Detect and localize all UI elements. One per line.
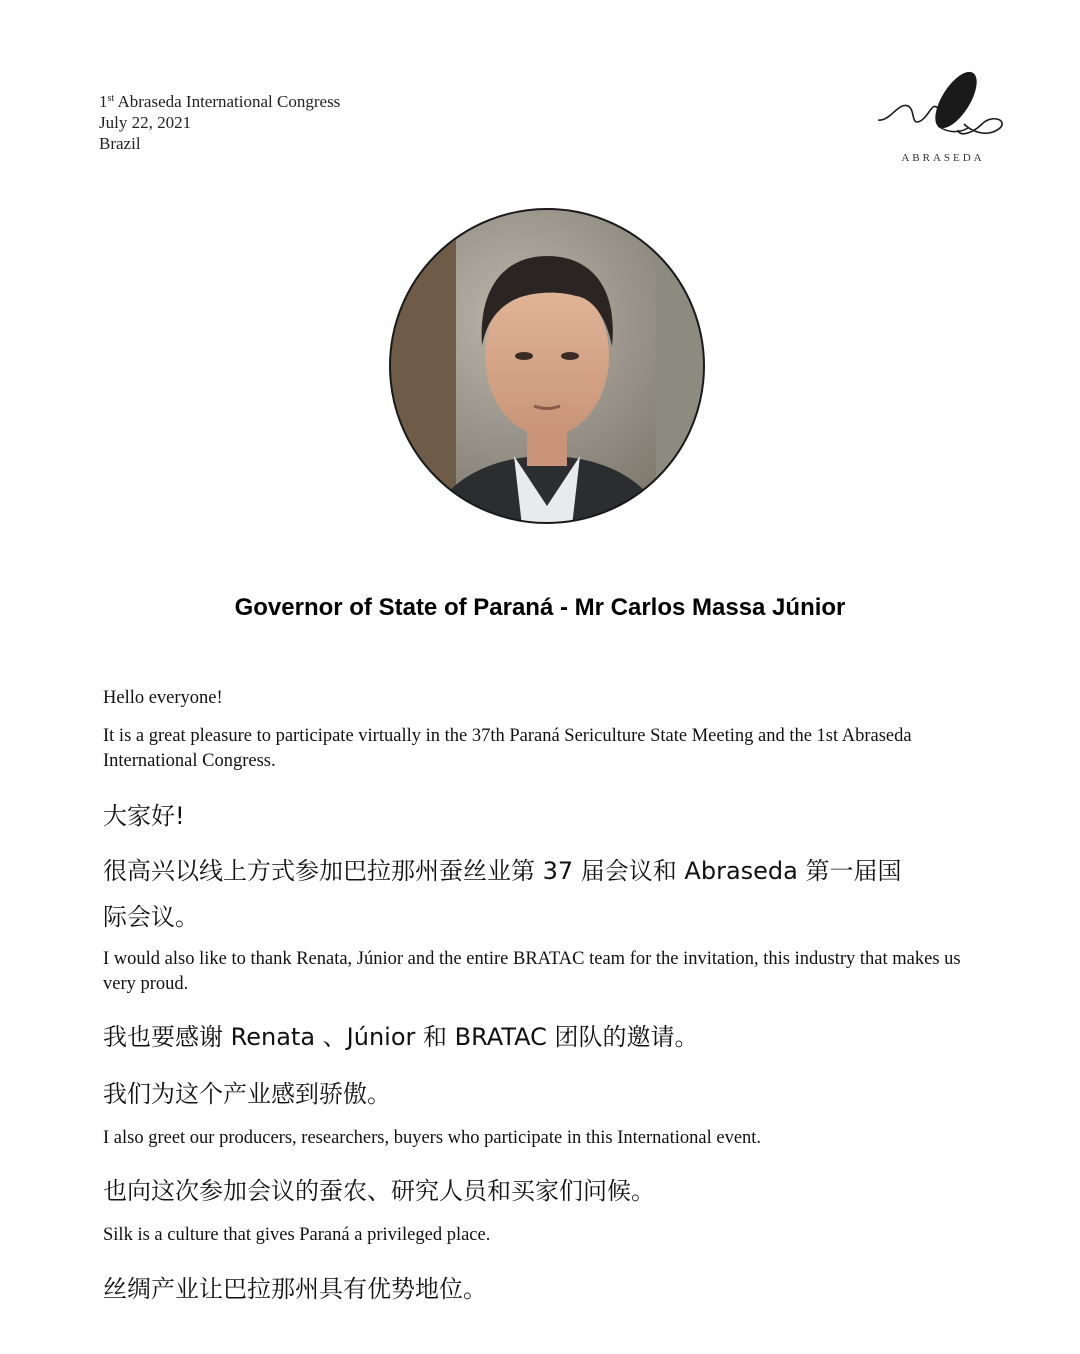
logo-wordmark: ABRASEDA xyxy=(901,152,985,164)
greeting-en: Hello everyone! xyxy=(103,688,223,708)
paragraph-thanks-en: I would also like to thank Renata, Júnior and the entire BRATAC team for the invitation, this industry that makes us very proud. xyxy=(103,949,961,994)
letter-country: Brazil xyxy=(99,134,141,153)
paragraph-greet-en: I also greet our producers, researchers, buyers who participate in this International event. xyxy=(103,1128,762,1148)
paragraph-greet-cn: 也向这次参加会议的蚕农、研究人员和买家们问候。 xyxy=(103,1177,655,1205)
paragraph-silk-cn: 丝绸产业让巴拉那州具有优势地位。 xyxy=(103,1275,487,1303)
paragraph-participation-en: It is a great pleasure to participate virtually in the 37th Paraná Sericulture State Meeting and the 1st Abraseda International Congress. xyxy=(103,726,912,771)
paragraph-silk-en: Silk is a culture that gives Paraná a privileged place. xyxy=(103,1225,491,1245)
abraseda-logo xyxy=(868,62,1018,172)
greeting-cn: 大家好! xyxy=(103,802,185,830)
congress-name: 1st Abraseda International Congress xyxy=(99,92,341,111)
paragraph-pride-cn: 我们为这个产业感到骄傲。 xyxy=(103,1080,391,1108)
page-title: Governor of State of Paraná - Mr Carlos Massa Júnior xyxy=(234,594,846,621)
paragraph-thanks-cn: 我也要感谢 Renata 、Júnior 和 BRATAC 团队的邀请。 xyxy=(103,1023,699,1051)
abraseda-logo-mark xyxy=(868,62,1018,152)
paragraph-participation-cn: 很高兴以线上方式参加巴拉那州蚕丝业第 37 届会议和 Abraseda 第一届国际会议。 xyxy=(103,857,902,931)
governor-portrait xyxy=(386,206,708,526)
letter-date: July 22, 2021 xyxy=(99,113,192,132)
letter-header xyxy=(99,88,340,154)
